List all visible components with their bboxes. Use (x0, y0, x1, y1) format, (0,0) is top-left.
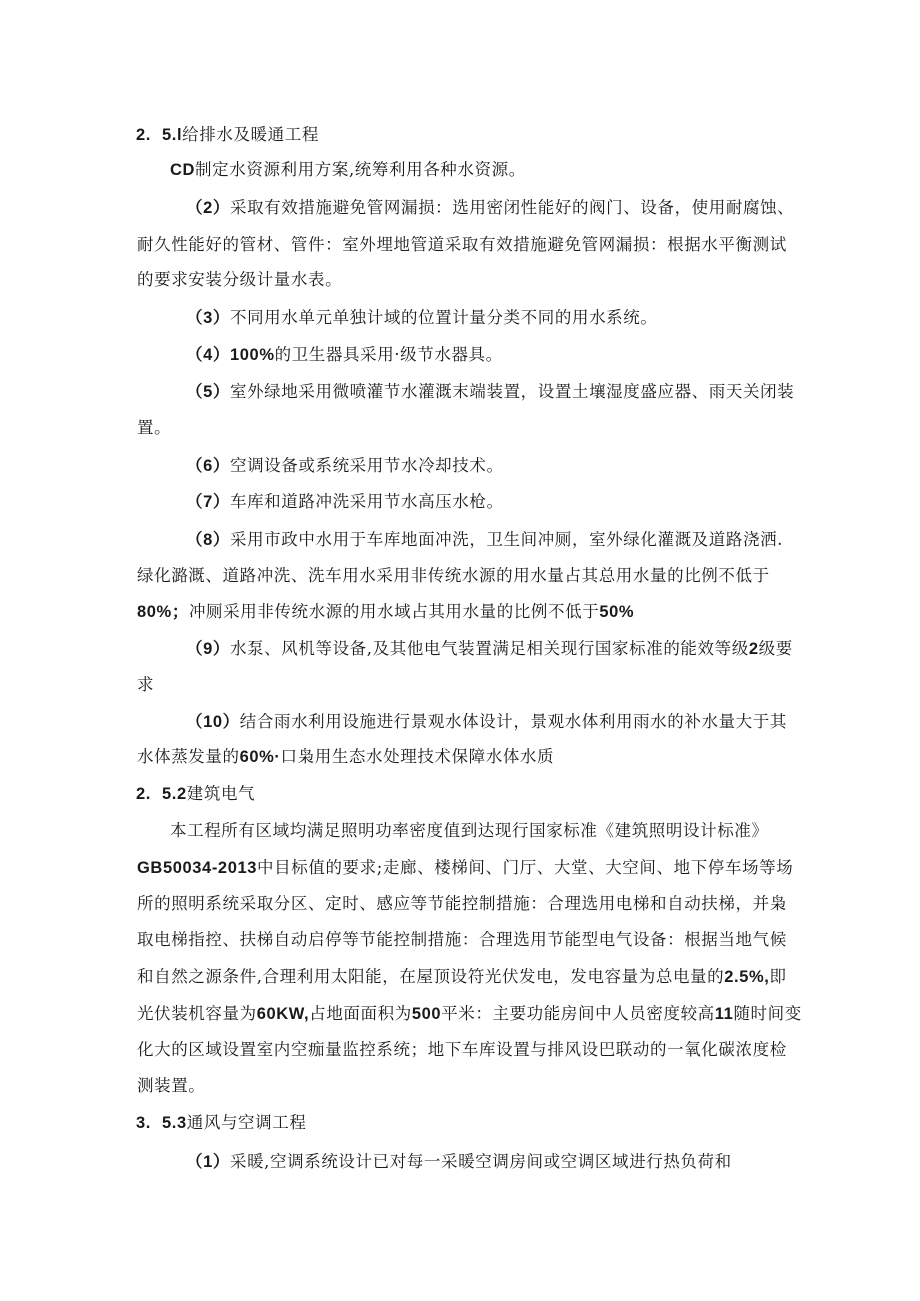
section-heading-hvac (136, 1112, 306, 1134)
water-item-9-line-1 (186, 638, 793, 660)
section-number: 3. (136, 1114, 151, 1132)
water-item-8-line-1 (186, 529, 783, 551)
item-text: 结合雨水利用设施进行景观水体设计，景观水体利用雨水的补水量大于其 (239, 712, 787, 731)
bold-value: 2.5%, (724, 968, 770, 986)
bold-value: 500 (411, 1005, 442, 1023)
item-text: 采用市政中水用于车库地面冲洗，卫生间冲厕，室外绿化灌溉及道路浇洒. (229, 530, 784, 549)
electric-line-1: 本工程所有区域均满足照明功率密度值到达现行国家标准《建筑照明设计标准》 (170, 821, 769, 840)
section-title: 通风与空调工程 (186, 1113, 307, 1132)
item-bold-value: 100% (229, 346, 275, 364)
section-subnumber: 5.3 (162, 1114, 187, 1132)
section-title: 建筑电气 (186, 784, 256, 803)
water-item-9-line-2: 求 (137, 675, 155, 694)
item-marker: （6） (186, 457, 230, 475)
item-text: 水泵、风机等设备,及其他电气装置满足相关现行国家标准的能效等级 (229, 639, 749, 658)
item-text: 制定水资源利用方案,统筹利用各种水资源。 (195, 160, 526, 179)
item-text: 不同用水单元单独计域的位置计量分类不同的用水系统。 (229, 308, 658, 327)
paragraph-text: 和自然之源条件,合理利用太阳能，在屋顶设符光伏发电，发电容量为总电量的 (137, 967, 725, 986)
water-item-2-line-3: 的要求安装分级计量水表。 (137, 270, 343, 289)
section-subnumber: 5.l (162, 126, 183, 144)
section-number: 2. (136, 126, 151, 144)
section-heading-water (136, 124, 319, 146)
item-text: 车库和道路冲洗采用节水高压水枪。 (229, 492, 504, 511)
hvac-item-1 (186, 1151, 732, 1173)
water-item-1 (170, 159, 526, 181)
standard-code: GB50034-2013 (137, 859, 258, 877)
electric-line-3: 所的照明系统采取分区、定时、感应等节能控制措施：合理选用电梯和自动扶梯，并枭 (137, 894, 787, 913)
water-item-10-line-1 (186, 711, 787, 733)
item-bold-value: 50% (599, 603, 635, 621)
paragraph-text: 占地面面积为 (309, 1004, 412, 1023)
paragraph-text: 即 (769, 967, 787, 986)
item-marker: （10） (186, 713, 240, 731)
section-subnumber: 5.2 (162, 785, 187, 803)
item-marker: （1） (186, 1153, 230, 1171)
item-text: 级要 (758, 639, 793, 658)
water-item-8-line-2: 绿化潞溉、道路冲洗、洗车用水采用非传统水源的用水量占其总用水量的比例不低于 (137, 566, 770, 585)
item-marker: （5） (186, 383, 230, 401)
electric-line-8: 测装置。 (137, 1076, 206, 1095)
item-marker: （8） (186, 531, 230, 549)
paragraph-text: 平米：主要功能房间中人员密度较高 (441, 1004, 715, 1023)
item-text: 采暖,空调系统设计已对每一采暖空调房间或空调区域进行热负荷和 (229, 1152, 732, 1171)
water-item-10-line-2 (137, 746, 554, 768)
item-marker: CD (170, 161, 196, 179)
item-marker: （9） (186, 640, 230, 658)
item-text: 冲厕采用非传统水源的用水域占其用水量的比例不低于 (188, 602, 600, 621)
item-marker: （2） (186, 199, 230, 217)
electric-line-2 (137, 857, 793, 879)
water-item-4 (186, 344, 503, 366)
paragraph-text: 中目标值的要求;走廊、楼梯间、门厅、大堂、大空间、地下停车场等场 (257, 858, 794, 877)
item-text: 采取有效措施避免管网漏损：选用密闭性能好的阀门、设备，使用耐腐蚀、 (229, 198, 795, 217)
item-text: 口枭用生态水处理技术保障水体水质 (280, 747, 555, 766)
electric-line-7: 化大的区域设置室内空痂量监控系统；地下车库设置与排风设巴联动的一氧化碳浓度检 (137, 1040, 787, 1059)
item-marker: （4） (186, 346, 230, 364)
paragraph-text: 随时间变 (733, 1004, 802, 1023)
electric-line-4: 取电梯指控、扶梯自动启停等节能控制措施：合理选用节能型电气设备：根据当地气候 (137, 930, 787, 949)
electric-line-6 (137, 1003, 802, 1025)
paragraph-text: 光伏装机容量为 (137, 1004, 257, 1023)
section-heading-electric (136, 783, 255, 805)
bold-value: 60KW, (256, 1005, 310, 1023)
water-item-8-line-3 (137, 601, 634, 623)
water-item-5-line-2: 置。 (137, 418, 172, 437)
water-item-5-line-1 (186, 381, 794, 403)
item-marker: （3） (186, 309, 230, 327)
water-item-6 (186, 455, 504, 477)
water-item-2-line-1 (186, 197, 794, 219)
item-bold-value: 80%； (137, 603, 189, 621)
item-bold-value: 2 (748, 640, 759, 658)
item-text: 的卫生器具采用·级节水器具。 (274, 345, 503, 364)
item-text: 室外绿地采用微喷灌节水灌溉末端装置，设置土壤湿度盛应器、雨天关闭装 (229, 382, 795, 401)
item-text: 空调设备或系统采用节水冷却技术。 (229, 456, 504, 475)
water-item-7 (186, 491, 504, 513)
bold-value: 11 (714, 1005, 734, 1023)
section-number: 2. (136, 785, 151, 803)
water-item-3 (186, 307, 657, 329)
section-title: 给排水及暖通工程 (182, 125, 319, 144)
electric-line-5 (137, 966, 787, 988)
water-item-2-line-2: 耐久性能好的管材、管件：室外埋地管道采取有效措施避免管网漏损：根据水平衡测试 (137, 235, 787, 254)
item-text: 水体蒸发量的 (137, 747, 240, 766)
item-bold-value: 60%· (239, 748, 281, 766)
item-marker: （7） (186, 493, 230, 511)
